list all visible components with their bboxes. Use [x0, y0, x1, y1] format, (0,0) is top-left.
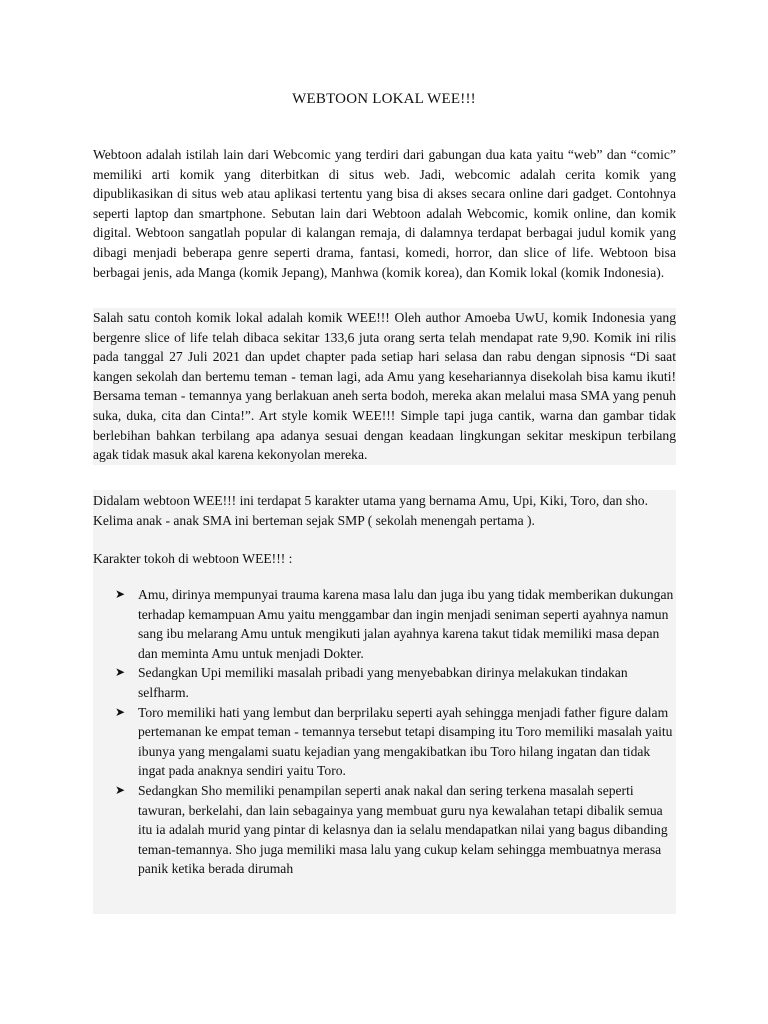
paragraph-main-characters: Didalam webtoon WEE!!! ini terdapat 5 karakter utama yang bernama Amu, Upi, Kiki, Toro, dan sho. Kelima anak - anak SMA ini berteman sejak SMP ( sekolah menengah pertama ).	[93, 493, 648, 528]
list-item	[115, 663, 677, 702]
paragraph-intro: Webtoon adalah istilah lain dari Webcomic yang terdiri dari gabungan dua kata yaitu “web” dan “comic” memiliki arti komik yang diterbitkan di situs web. Jadi, webcomic adalah cerita komik yang dipublikasikan di situs web atau aplikasi tertentu yang bisa di akses secara online dari gadget. Contohnya seperti laptop dan smartphone. Sebutan lain dari Webtoon adalah Webcomic, komik online, dan komik digital. Webtoon sangatlah popular di kalangan remaja, di dalamnya terdapat berbagai judul komik yang dibagi menjadi beberapa genre seperti drama, fantasi, komedi, horror, dan slice of life. Webtoon bisa berbagai jenis, ada Manga (komik Jepang), Manhwa (komik korea), dan Komik lokal (komik Indonesia).	[93, 147, 676, 280]
list-item-text: Sedangkan Upi memiliki masalah pribadi yang menyebabkan dirinya melakukan tindakan selfharm.	[138, 665, 628, 700]
list-item	[115, 703, 677, 781]
paragraph-wee-example: Salah satu contoh komik lokal adalah komik WEE!!! Oleh author Amoeba UwU, komik Indonesia yang bergenre slice of life telah dibaca sekitar 133,6 juta orang serta telah mendapat rate 9,90. Komik ini rilis pada tanggal 27 Juli 2021 dan updet chapter pada setiap hari selasa dan rabu dengan sipnosis “Di saat kangen sekolah dan bertemu teman - teman lagi, ada Amu yang kesehariannya disekolah bisa kamu ikuti! Bersama teman - temannya yang berlakuan aneh serta bodoh, mereka akan melalui masa SMA yang penuh suka, duka, cita dan Cinta!”. Art style komik WEE!!! Simple tapi juga cantik, warna dan gambar tidak berlebihan bahkan terbilang apa adanya sesuai dengan keadaan lingkungan sekitar meskipun terbilang agak tidak masuk akal karena kekonyolan mereka.	[93, 308, 676, 465]
arrowhead-bullet-icon: ➤	[115, 704, 126, 719]
list-item-text: Toro memiliki hati yang lembut dan berprilaku seperti ayah sehingga menjadi father figure dalam pertemanan ke empat teman - temannya tersebut tetapi disamping itu Toro memiliki masalah yaitu ibunya yang mengalami suatu kejadian yang mengakibatkan ibu Toro hilang ingatan dan tidak ingat pada anaknya sendiri yaitu Toro.	[138, 704, 673, 779]
arrowhead-bullet-icon: ➤	[115, 665, 126, 680]
list-item-text: Sedangkan Sho memiliki penampilan seperti anak nakal dan sering terkena masalah seperti tawuran, berkelahi, dan lain sebagainya yang membuat guru nya kewalahan tetapi dibalik semua itu ia adalah murid yang pintar di kelasnya dan ia selalu mendapatkan nilai yang bagus dibanding teman-temannya. Sho juga memiliki masa lalu yang cukup kelam sehingga membuatnya merasa panik ketika berada dirumah	[138, 782, 668, 877]
document-title: WEBTOON LOKAL WEE!!!	[292, 91, 476, 107]
list-item	[115, 781, 677, 879]
character-list	[115, 585, 677, 879]
arrowhead-bullet-icon: ➤	[115, 782, 126, 797]
list-item	[115, 585, 677, 663]
arrowhead-bullet-icon: ➤	[115, 587, 126, 601]
list-item-text: Amu, dirinya mempunyai trauma karena masa lalu dan juga ibu yang tidak memberikan dukungan terhadap kemampuan Amu yaitu menggambar dan ingin menjadi seniman seperti ayahnya namun sang ibu melarang Amu untuk mengikuti jalan ayahnya karena takut tidak memiliki masa depan dan meminta Amu untuk menjadi Dokter.	[138, 587, 674, 661]
paragraph-character-heading: Karakter tokoh di webtoon WEE!!! :	[93, 551, 293, 566]
